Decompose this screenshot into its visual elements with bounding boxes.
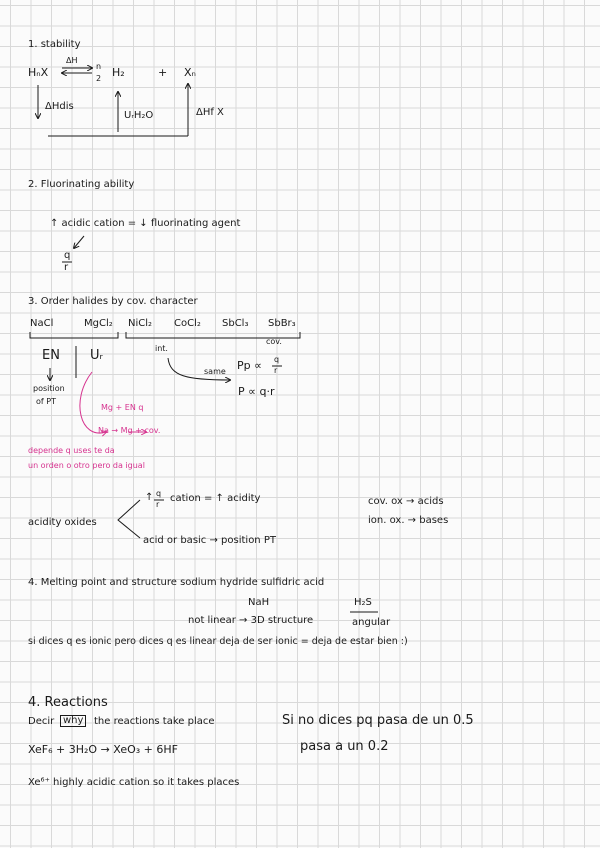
q-numerator: q: [64, 250, 71, 261]
h2s-formula: H₂S: [354, 597, 372, 608]
not-linear-text: not linear → 3D structure: [188, 615, 314, 626]
halide-nacl: NaCl: [30, 318, 54, 329]
ion-ox-bases: ion. ox. → bases: [368, 515, 449, 526]
halide-cocl2: CoCl₂: [174, 318, 201, 329]
r-denominator: r: [64, 262, 69, 273]
halide-nicl2: NiCl₂: [128, 318, 153, 329]
ionic-linear-note: si dices q es ionic pero dices q es linear deja de ser ionic = deja de estar bien :): [28, 636, 408, 647]
delta-h-dis-label: ΔHdis: [45, 101, 74, 112]
delta-h-label: ΔH: [66, 56, 78, 65]
why-boxed-word: why: [60, 715, 86, 727]
mg-en-note: Mg + EN q: [101, 403, 144, 412]
fraction-denominator: 2: [96, 74, 102, 83]
reactions-title: 4. Reactions: [28, 695, 108, 710]
acidity-brace: [118, 500, 140, 538]
fluorinating-statement: ↑ acidic cation = ↓ fluorinating agent: [50, 218, 241, 229]
acid-r: r: [156, 500, 160, 509]
ur-label: Uᵣ: [90, 348, 103, 363]
hnx-formula: HₙX: [28, 66, 49, 79]
acidity-oxides-label: acidity oxides: [28, 517, 97, 528]
xe-acidic-note: Xe⁶⁺ highly acidic cation so it takes places: [28, 777, 240, 788]
same-label: same: [204, 367, 226, 376]
xef6-equation: XeF₆ + 3H₂O → XeO₃ + 6HF: [28, 743, 178, 756]
na-mg-note: Na → Mg + cov.: [98, 426, 161, 435]
pp-proportional: Pp ∝: [237, 359, 262, 372]
p-proportional: P ∝ q·r: [238, 385, 275, 398]
acid-basic-text: acid or basic → position PT: [143, 535, 276, 546]
acid-q: q: [156, 489, 162, 498]
cov-ox-acids: cov. ox → acids: [368, 496, 444, 507]
u-r-h2o-label: UᵣH₂O: [124, 110, 154, 121]
delta-hf-x-label: ΔHf X: [196, 107, 224, 118]
of-pt-label: of PT: [36, 397, 56, 406]
grade-note-2: pasa a un 0.2: [300, 739, 389, 754]
fraction-numerator: n: [96, 62, 102, 71]
pp-r: r: [274, 366, 278, 375]
reactions-take-place: the reactions take place: [94, 716, 215, 727]
cation-to-qr-arrow: [74, 236, 84, 248]
section-3-title: 3. Order halides by cov. character: [28, 296, 198, 307]
pp-q: q: [274, 355, 280, 364]
xn-formula: Xₙ: [184, 66, 196, 79]
int-label: int.: [155, 344, 168, 353]
halide-sbbr3: SbBr₃: [268, 318, 296, 329]
halide-sbcl3: SbCl₃: [222, 318, 249, 329]
section-1-title: 1. stability: [28, 39, 81, 50]
halide-mgcl2: MgCl₂: [84, 318, 113, 329]
plus-sign: +: [158, 66, 168, 79]
section-4-title: 4. Melting point and structure sodium hydride sulfidric acid: [28, 577, 325, 588]
angular-text: angular: [352, 617, 391, 628]
pink-note-1: depende q uses te da: [28, 446, 115, 455]
h2-formula: H₂: [112, 66, 125, 79]
cov-label: cov.: [266, 337, 282, 346]
en-label: EN: [42, 348, 60, 363]
section-2-title: 2. Fluorinating ability: [28, 179, 135, 190]
up-arrow-mark: ↑: [145, 492, 154, 503]
pink-note-2: un orden o otro pero da igual: [28, 461, 145, 470]
ionic-bracket: [30, 332, 118, 338]
nah-formula: NaH: [248, 597, 270, 608]
position-label: position: [33, 384, 65, 393]
decir-word: Decir: [28, 716, 55, 727]
grade-note-1: Si no dices pq pasa de un 0.5: [282, 713, 474, 728]
cation-acidity-text: cation = ↑ acidity: [170, 493, 261, 504]
